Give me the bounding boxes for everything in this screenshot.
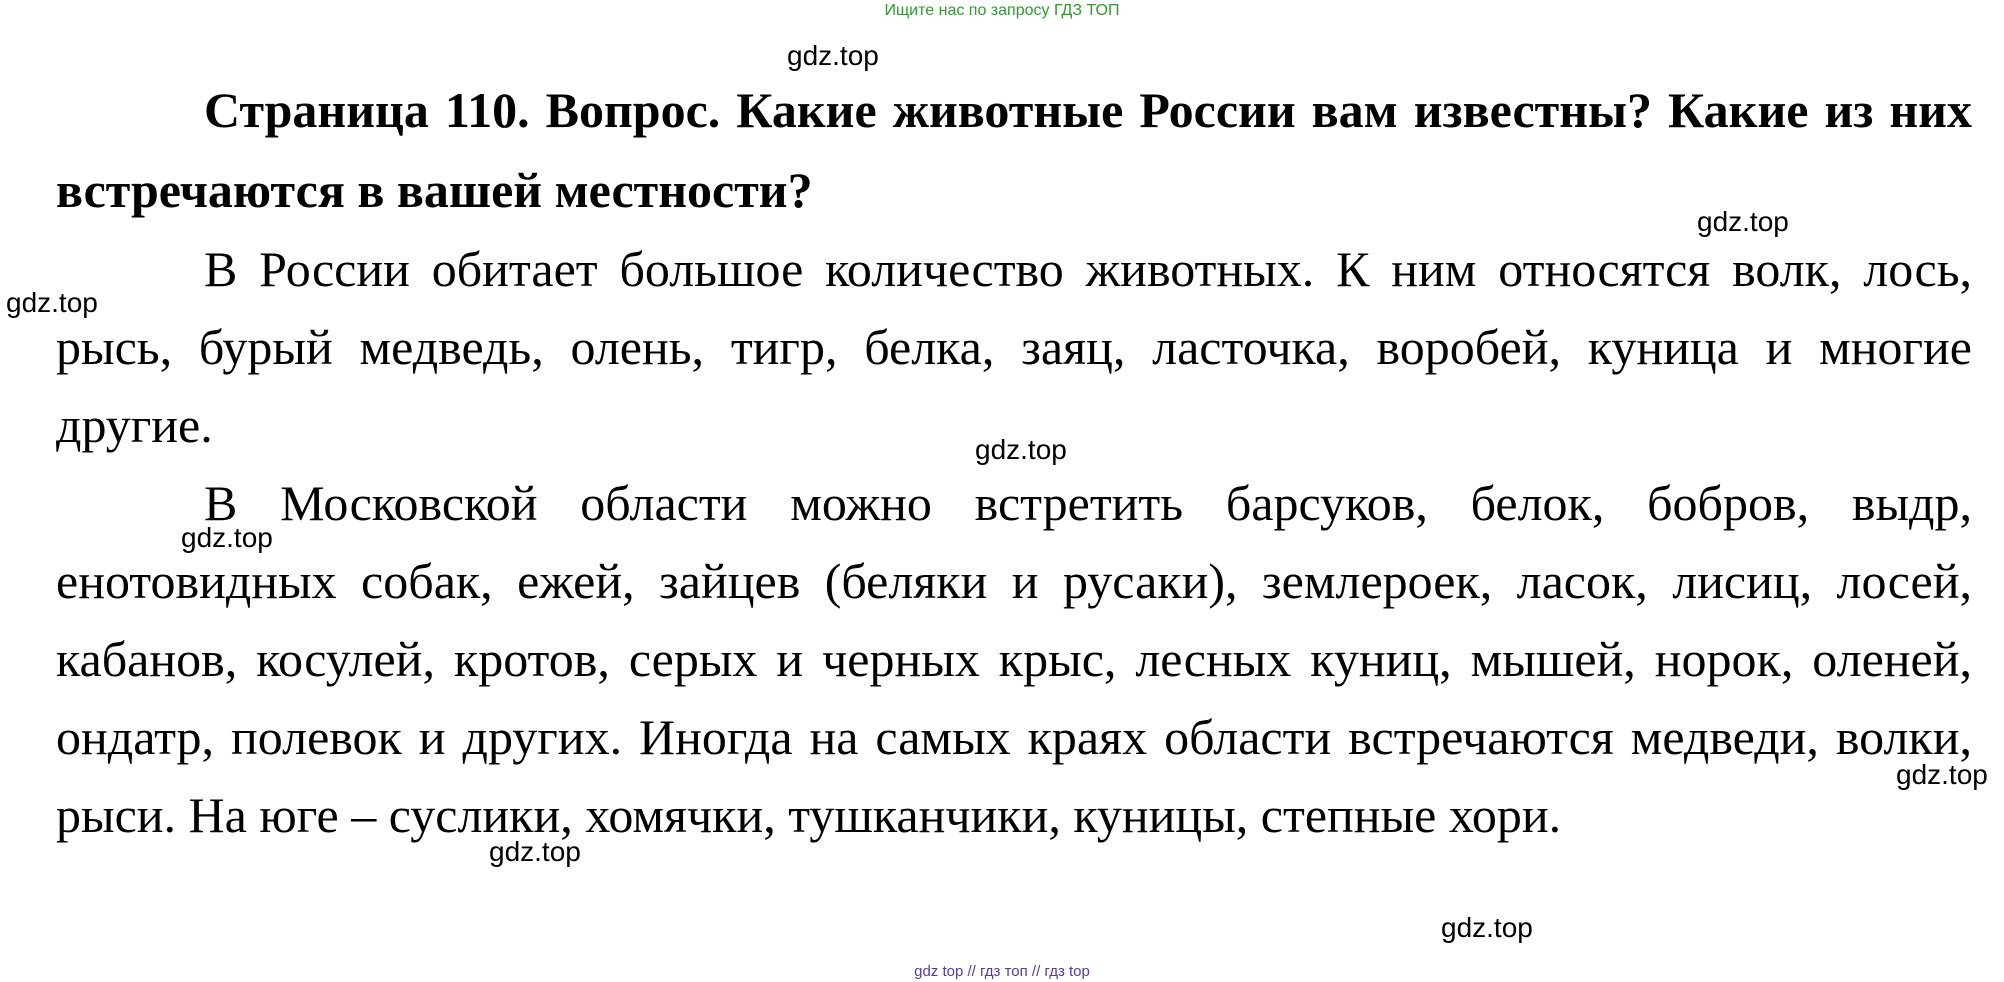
watermark-text: gdz.top <box>181 522 273 553</box>
question-heading: Страница 110. Вопрос. Какие животные России вам известны? Какие из них встречаются в вашей местности? <box>56 82 1972 218</box>
watermark-text: gdz.top <box>1441 912 1533 943</box>
watermark-text: gdz.top <box>6 287 98 318</box>
footer-watermark: gdz top // гдз топ // гдз top <box>914 963 1090 980</box>
watermark-text: gdz.top <box>975 434 1067 465</box>
answer-paragraph-2: В Московской области можно встретить барсуков, белок, бобров, выдр, енотовидных собак, ежей, зайцев (беляки и русаки), землероек, ласок, лисиц, лосей, кабанов, косулей, кротов, серых и черных крыс, лесных куниц, мышей, норок, оленей, ондатр, полевок и других. Иногда на самых краях области встречаются медведи, волки, рыси. На юге – суслики, хомячки, тушканчики, куницы, степные хори. <box>56 475 1972 843</box>
watermark-text: gdz.top <box>1697 206 1789 237</box>
answer-paragraph-1: В России обитает большое количество животных. К ним относятся волк, лось, рысь, бурый медведь, олень, тигр, белка, заяц, ласточка, воробей, куница и многие другие. <box>56 241 1972 453</box>
watermark-text: gdz.top <box>787 40 879 71</box>
watermark-text: gdz.top <box>1896 759 1988 790</box>
top-banner: Ищите нас по запросу ГДЗ ТОП <box>884 2 1120 19</box>
watermark-text: gdz.top <box>489 836 581 867</box>
